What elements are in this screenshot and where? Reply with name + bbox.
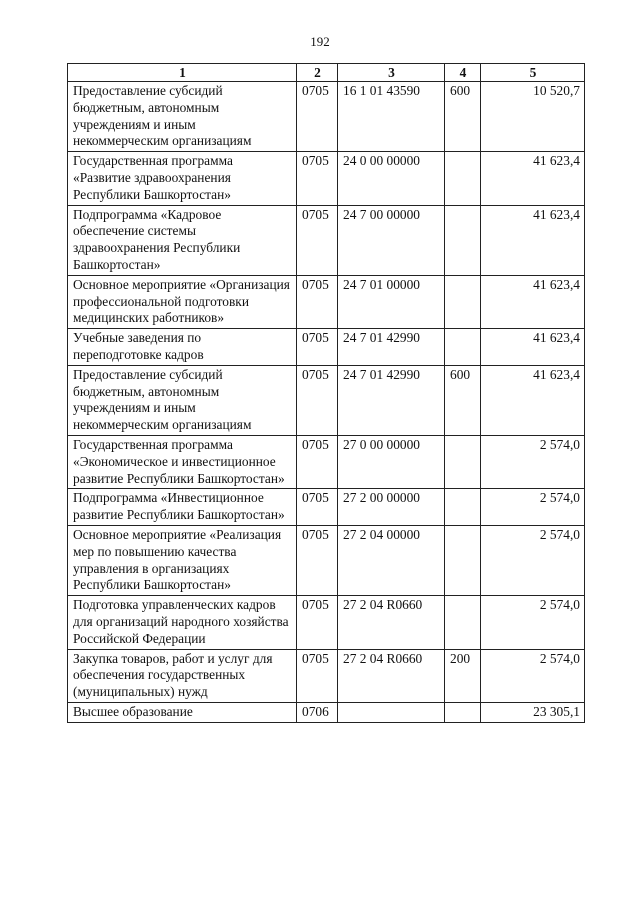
row-amount-cell: 41 623,4	[481, 205, 585, 275]
row-name-cell: Высшее образование	[68, 702, 297, 722]
table-row	[68, 329, 585, 366]
row-name-cell: Закупка товаров, работ и услуг для обеспечения государственных (муниципальных) нужд	[68, 649, 297, 702]
row-section-cell: 0705	[297, 525, 338, 595]
row-name-cell: Государственная программа «Развитие здравоохранения Республики Башкортостан»	[68, 152, 297, 205]
row-name-cell: Предоставление субсидий бюджетным, автономным учреждениям и иным некоммерческим организациям	[68, 365, 297, 435]
header-col-1: 1	[68, 64, 297, 82]
row-section-cell: 0705	[297, 82, 338, 152]
row-type-cell	[445, 489, 481, 526]
table-row	[68, 435, 585, 488]
row-section-cell: 0705	[297, 152, 338, 205]
row-section-cell: 0705	[297, 329, 338, 366]
row-amount-cell: 2 574,0	[481, 489, 585, 526]
row-type-cell	[445, 152, 481, 205]
row-type-cell	[445, 329, 481, 366]
row-target-cell	[338, 702, 445, 722]
row-amount-cell: 41 623,4	[481, 152, 585, 205]
page-number: 192	[310, 34, 330, 49]
row-type-cell	[445, 435, 481, 488]
table-row	[68, 205, 585, 275]
table-row	[68, 365, 585, 435]
row-name-cell: Подпрограмма «Кадровое обеспечение системы здравоохранения Республики Башкортостан»	[68, 205, 297, 275]
row-target-cell: 27 2 04 R0660	[338, 649, 445, 702]
table-row	[68, 489, 585, 526]
row-amount-cell: 2 574,0	[481, 435, 585, 488]
row-target-cell: 27 0 00 00000	[338, 435, 445, 488]
row-section-cell: 0705	[297, 435, 338, 488]
row-target-cell: 27 2 04 00000	[338, 525, 445, 595]
row-amount-cell: 41 623,4	[481, 329, 585, 366]
row-type-cell: 600	[445, 82, 481, 152]
header-col-4: 4	[445, 64, 481, 82]
row-target-cell: 24 0 00 00000	[338, 152, 445, 205]
row-amount-cell: 2 574,0	[481, 596, 585, 649]
table-body	[68, 82, 585, 723]
row-type-cell	[445, 525, 481, 595]
row-name-cell: Подготовка управленческих кадров для организаций народного хозяйства Российской Федерации	[68, 596, 297, 649]
budget-table	[67, 63, 585, 723]
row-type-cell: 200	[445, 649, 481, 702]
row-amount-cell: 10 520,7	[481, 82, 585, 152]
row-section-cell: 0706	[297, 702, 338, 722]
row-type-cell: 600	[445, 365, 481, 435]
row-target-cell: 24 7 01 00000	[338, 275, 445, 328]
table-row	[68, 649, 585, 702]
row-type-cell	[445, 205, 481, 275]
row-name-cell: Предоставление субсидий бюджетным, автономным учреждениям и иным некоммерческим организациям	[68, 82, 297, 152]
row-section-cell: 0705	[297, 489, 338, 526]
table-row	[68, 82, 585, 152]
row-section-cell: 0705	[297, 275, 338, 328]
row-target-cell: 24 7 01 42990	[338, 329, 445, 366]
row-target-cell: 24 7 00 00000	[338, 205, 445, 275]
header-col-5: 5	[481, 64, 585, 82]
row-amount-cell: 41 623,4	[481, 275, 585, 328]
row-name-cell: Основное мероприятие «Реализация мер по повышению качества управления в организациях Республики Башкортостан»	[68, 525, 297, 595]
row-section-cell: 0705	[297, 596, 338, 649]
row-target-cell: 24 7 01 42990	[338, 365, 445, 435]
table-row	[68, 275, 585, 328]
row-section-cell: 0705	[297, 649, 338, 702]
header-col-3: 3	[338, 64, 445, 82]
table-row	[68, 702, 585, 722]
row-target-cell: 16 1 01 43590	[338, 82, 445, 152]
row-name-cell: Основное мероприятие «Организация профессиональной подготовки медицинских работников»	[68, 275, 297, 328]
row-section-cell: 0705	[297, 205, 338, 275]
row-amount-cell: 2 574,0	[481, 649, 585, 702]
row-name-cell: Государственная программа «Экономическое и инвестиционное развитие Республики Башкортостан»	[68, 435, 297, 488]
row-amount-cell: 41 623,4	[481, 365, 585, 435]
row-name-cell: Учебные заведения по переподготовке кадров	[68, 329, 297, 366]
row-type-cell	[445, 275, 481, 328]
table-row	[68, 596, 585, 649]
row-target-cell: 27 2 00 00000	[338, 489, 445, 526]
row-amount-cell: 23 305,1	[481, 702, 585, 722]
header-row	[68, 64, 585, 82]
table-row	[68, 525, 585, 595]
table-row	[68, 152, 585, 205]
row-type-cell	[445, 702, 481, 722]
row-name-cell: Подпрограмма «Инвестиционное развитие Республики Башкортостан»	[68, 489, 297, 526]
row-target-cell: 27 2 04 R0660	[338, 596, 445, 649]
row-section-cell: 0705	[297, 365, 338, 435]
row-amount-cell: 2 574,0	[481, 525, 585, 595]
header-col-2: 2	[297, 64, 338, 82]
row-type-cell	[445, 596, 481, 649]
